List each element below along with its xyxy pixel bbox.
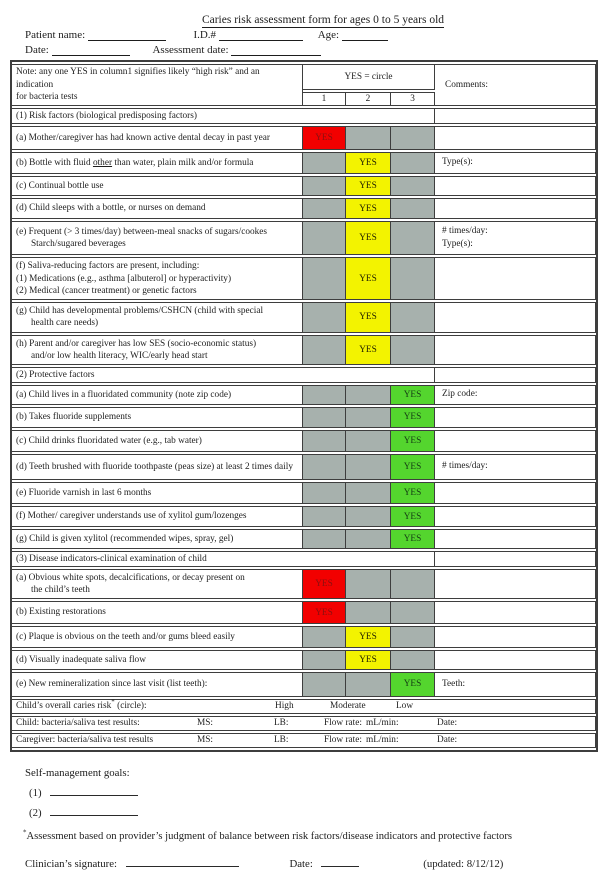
section-row xyxy=(12,108,596,124)
item-label-line: (f) Saliva-reducing factors are present, including: xyxy=(16,261,200,272)
item-label-line: (c) Child drinks fluoridated water (e.g., tab water) xyxy=(16,435,202,446)
item-label-line: (2) Medical (cancer treatment) or genetic factors xyxy=(16,285,197,296)
yes-cell-col2[interactable]: YES xyxy=(346,335,391,366)
table-row xyxy=(12,335,596,366)
yes-cell-col1[interactable]: YES xyxy=(303,569,346,600)
empty-cell-col3 xyxy=(391,198,435,218)
age-input[interactable] xyxy=(342,30,388,41)
empty-cell-col2 xyxy=(346,569,391,600)
updated-label: (updated: 8/12/12) xyxy=(423,857,504,870)
empty-cell-col1 xyxy=(303,407,346,427)
empty-cell-col1 xyxy=(303,335,346,366)
empty-cell-col2 xyxy=(346,454,391,480)
table-row xyxy=(12,257,596,300)
item-label-line: (b) Takes fluoride supplements xyxy=(16,412,132,423)
date-input[interactable] xyxy=(52,45,130,56)
note-cell xyxy=(12,64,303,106)
item-label xyxy=(12,454,303,480)
empty-cell-col3 xyxy=(391,257,435,300)
empty-cell-col3 xyxy=(391,569,435,600)
item-label xyxy=(12,302,303,333)
comment-cell xyxy=(435,198,596,218)
section-label: (1) Risk factors (biological predisposing factors) xyxy=(12,108,435,124)
table-row xyxy=(12,601,596,623)
results-field-label: MS: xyxy=(197,718,214,729)
yes-cell-col3[interactable]: YES xyxy=(391,430,435,452)
empty-cell-col2 xyxy=(346,672,391,696)
empty-cell-col1 xyxy=(303,650,346,670)
table-row xyxy=(12,126,596,150)
table-row xyxy=(12,198,596,218)
overall-risk-cell xyxy=(12,699,596,714)
results-field-label: Date: xyxy=(437,735,458,746)
table-row xyxy=(12,302,596,333)
table-row xyxy=(12,221,596,256)
yes-cell-col3[interactable]: YES xyxy=(391,482,435,504)
item-label xyxy=(12,626,303,648)
overall-risk-label: Child’s overall caries risk* (circle): xyxy=(16,697,147,712)
empty-cell-col1 xyxy=(303,385,346,405)
item-label-line: (d) Child sleeps with a bottle, or nurses on demand xyxy=(16,203,206,214)
comment-label: Type(s): xyxy=(442,157,473,168)
footnote-text: Assessment based on provider’s judgment of balance between risk factors/disease indicators and protective factors xyxy=(26,830,512,842)
empty-cell-col2 xyxy=(346,506,391,526)
empty-cell-col2 xyxy=(346,430,391,452)
table-row xyxy=(12,733,596,748)
results-field-label: mL/min: xyxy=(366,735,399,746)
form-footer xyxy=(25,767,592,870)
comment-label: # times/day: xyxy=(442,461,488,472)
item-label-line: and/or low health literacy, WIC/early head start xyxy=(31,350,208,361)
empty-cell-col3 xyxy=(391,601,435,623)
item-label-line: (d) Visually inadequate saliva flow xyxy=(16,655,146,666)
table-row xyxy=(12,407,596,427)
date-label: Date: xyxy=(25,44,49,56)
empty-cell-col1 xyxy=(303,176,346,196)
assessment-table xyxy=(10,60,598,752)
empty-cell-col1 xyxy=(303,257,346,300)
empty-cell-col1 xyxy=(303,198,346,218)
empty-cell-col1 xyxy=(303,672,346,696)
yes-cell-col3[interactable]: YES xyxy=(391,506,435,526)
note-line1: Note: any one YES in column1 signifies likely “high risk” and an indication xyxy=(16,67,260,90)
empty-cell-col3 xyxy=(391,221,435,256)
item-label-line: (a) Child lives in a fluoridated community (note zip code) xyxy=(16,390,232,401)
yes-circle-header: YES = circle xyxy=(303,64,435,90)
item-label-line: Starch/sugared beverages xyxy=(31,238,126,249)
comment-cell xyxy=(435,551,596,567)
results-label: Caregiver: bacteria/saliva test results xyxy=(16,735,154,746)
comment-cell xyxy=(435,176,596,196)
id-input[interactable] xyxy=(219,30,303,41)
empty-cell-col3 xyxy=(391,626,435,648)
comment-cell xyxy=(435,601,596,623)
empty-cell-col1 xyxy=(303,152,346,174)
empty-cell-col3 xyxy=(391,335,435,366)
comment-cell xyxy=(435,529,596,549)
yes-cell-col2[interactable]: YES xyxy=(346,302,391,333)
comment-label: Teeth: xyxy=(442,678,466,689)
goal-2-input[interactable] xyxy=(50,807,138,816)
item-label xyxy=(12,152,303,174)
item-label xyxy=(12,335,303,366)
empty-cell-col2 xyxy=(346,529,391,549)
results-field-label: Date: xyxy=(437,718,458,729)
table-row xyxy=(12,454,596,480)
empty-cell-col1 xyxy=(303,221,346,256)
comment-label: Type(s): xyxy=(442,238,473,249)
item-label-line: (e) New remineralization since last visit (list teeth): xyxy=(16,679,208,690)
comment-cell xyxy=(435,430,596,452)
risk-option-low[interactable]: Low xyxy=(396,701,414,712)
item-label xyxy=(12,529,303,549)
item-label xyxy=(12,126,303,150)
comment-cell xyxy=(435,126,596,150)
item-label-line: (a) Mother/caregiver has had known active dental decay in past year xyxy=(16,132,271,143)
item-label-line: (f) Mother/ caregiver understands use of xylitol gum/lozenges xyxy=(16,511,247,522)
table-row xyxy=(12,529,596,549)
item-label xyxy=(12,407,303,427)
empty-cell-col1 xyxy=(303,454,346,480)
item-label-line: (c) Plaque is obvious on the teeth and/or gums bleed easily xyxy=(16,631,235,642)
table-row xyxy=(12,650,596,670)
clinician-signature-label: Clinician’s signature: xyxy=(25,857,118,870)
yes-cell-col1[interactable]: YES xyxy=(303,601,346,623)
comment-cell xyxy=(435,367,596,383)
item-label xyxy=(12,672,303,696)
clinician-signature-input[interactable] xyxy=(126,858,239,867)
empty-cell-col1 xyxy=(303,626,346,648)
comment-cell xyxy=(435,335,596,366)
section-label: (3) Disease indicators-clinical examination of child xyxy=(12,551,435,567)
comment-cell[interactable] xyxy=(435,672,596,696)
date-info-row xyxy=(25,44,592,56)
empty-cell-col2 xyxy=(346,482,391,504)
self-management-label: Self-management goals: xyxy=(25,766,130,779)
assessment-footnote xyxy=(23,828,592,842)
item-label xyxy=(12,198,303,218)
comment-cell xyxy=(435,506,596,526)
comment-cell[interactable] xyxy=(435,454,596,480)
patient-name-label: Patient name: xyxy=(25,29,86,41)
column-3-header: 3 xyxy=(391,92,435,106)
item-label-line: (a) Obvious white spots, decalcifications, or decay present on xyxy=(16,572,245,583)
goal-1-input[interactable] xyxy=(50,787,138,796)
empty-cell-col2 xyxy=(346,385,391,405)
comment-cell[interactable] xyxy=(435,385,596,405)
comment-label: # times/day: xyxy=(442,225,488,236)
empty-cell-col1 xyxy=(303,506,346,526)
empty-cell-col3 xyxy=(391,302,435,333)
item-label-line: (h) Parent and/or caregiver has low SES (socio-economic status) xyxy=(16,338,257,349)
item-label-line: (e) Fluoride varnish in last 6 months xyxy=(16,488,152,499)
table-row xyxy=(12,385,596,405)
goal-2-label: (2) xyxy=(29,806,42,819)
item-label-line: (b) Existing restorations xyxy=(16,607,106,618)
yes-cell-col3[interactable]: YES xyxy=(391,454,435,480)
comment-cell[interactable] xyxy=(435,152,596,174)
yes-cell-col3[interactable]: YES xyxy=(391,529,435,549)
results-cell xyxy=(12,733,596,748)
yes-cell-col1[interactable]: YES xyxy=(303,126,346,150)
goal-2-row xyxy=(29,807,592,819)
yes-cell-col2[interactable]: YES xyxy=(346,257,391,300)
empty-cell-col3 xyxy=(391,152,435,174)
table-row xyxy=(12,506,596,526)
yes-cell-col2[interactable]: YES xyxy=(346,152,391,174)
assessment-date-label: Assessment date: xyxy=(152,44,229,56)
clinician-row xyxy=(25,858,592,870)
table-row xyxy=(12,482,596,504)
results-field-label: LB: xyxy=(274,735,289,746)
item-label xyxy=(12,430,303,452)
table-row xyxy=(12,699,596,714)
table-row xyxy=(12,626,596,648)
comment-cell xyxy=(435,569,596,600)
item-label xyxy=(12,650,303,670)
patient-name-input[interactable] xyxy=(88,30,166,41)
empty-cell-col1 xyxy=(303,482,346,504)
item-label xyxy=(12,601,303,623)
yes-cell-col2[interactable]: YES xyxy=(346,221,391,256)
item-label-line: health care needs) xyxy=(31,318,99,329)
section-label: (2) Protective factors xyxy=(12,367,435,383)
results-field-label: Flow rate: xyxy=(324,718,362,729)
comment-cell xyxy=(435,108,596,124)
yes-cell-col2[interactable]: YES xyxy=(346,650,391,670)
item-label-line: (b) Bottle with fluid other than water, plain milk and/or formula xyxy=(16,157,254,168)
form-title xyxy=(8,14,592,26)
comment-cell xyxy=(435,650,596,670)
item-label xyxy=(12,221,303,256)
item-label xyxy=(12,506,303,526)
comment-label: Zip code: xyxy=(442,389,478,400)
results-field-label: MS: xyxy=(197,735,214,746)
item-label xyxy=(12,385,303,405)
comment-cell[interactable] xyxy=(435,221,596,256)
comment-cell xyxy=(435,257,596,300)
item-label-line: (e) Frequent (> 3 times/day) between-meal snacks of sugars/cookes xyxy=(16,226,268,237)
yes-cell-col3[interactable]: YES xyxy=(391,407,435,427)
item-label-line: the child’s teeth xyxy=(31,585,90,596)
results-field-label: Flow rate: xyxy=(324,735,362,746)
empty-cell-col2 xyxy=(346,601,391,623)
item-label xyxy=(12,569,303,600)
item-label-line: (g) Child is given xylitol (recommended wipes, spray, gel) xyxy=(16,533,234,544)
item-label-line: (g) Child has developmental problems/CSHCN (child with special xyxy=(16,306,264,317)
yes-cell-col2[interactable]: YES xyxy=(346,176,391,196)
table-row xyxy=(12,716,596,731)
section-row xyxy=(12,367,596,383)
empty-cell-col2 xyxy=(346,407,391,427)
comments-header: Comments: xyxy=(435,64,596,106)
empty-cell-col3 xyxy=(391,176,435,196)
table-header-row xyxy=(12,64,596,90)
results-label: Child: bacteria/saliva test results: xyxy=(16,718,140,729)
empty-cell-col3 xyxy=(391,126,435,150)
table-row xyxy=(12,569,596,600)
signature-date-label: Date: xyxy=(289,857,313,870)
table-row xyxy=(12,176,596,196)
comment-cell xyxy=(435,626,596,648)
item-label-line: (c) Continual bottle use xyxy=(16,181,104,192)
yes-cell-col3[interactable]: YES xyxy=(391,672,435,696)
empty-cell-col1 xyxy=(303,529,346,549)
item-label xyxy=(12,257,303,300)
signature-date-input[interactable] xyxy=(321,858,359,867)
section-row xyxy=(12,551,596,567)
goal-1-label: (1) xyxy=(29,786,42,799)
empty-cell-col1 xyxy=(303,430,346,452)
goal-1-row xyxy=(29,787,592,799)
form-title-text: Caries risk assessment form for ages 0 to 5 years old xyxy=(201,14,445,26)
risk-option-moderate[interactable]: Moderate xyxy=(330,701,366,712)
table-row xyxy=(12,430,596,452)
empty-cell-col3 xyxy=(391,650,435,670)
results-field-label: mL/min: xyxy=(366,718,399,729)
comment-cell xyxy=(435,302,596,333)
risk-option-high[interactable]: High xyxy=(275,701,294,712)
id-label: I.D.# xyxy=(193,29,217,41)
column-1-header: 1 xyxy=(303,92,346,106)
yes-cell-col2[interactable]: YES xyxy=(346,626,391,648)
item-label-line: (1) Medications (e.g., asthma [albuterol] or hyperactivity) xyxy=(16,273,232,284)
patient-info-row xyxy=(25,29,592,41)
table-row xyxy=(12,672,596,696)
comment-cell xyxy=(435,407,596,427)
age-label: Age: xyxy=(317,29,340,41)
comment-cell xyxy=(435,482,596,504)
item-label xyxy=(12,482,303,504)
results-cell xyxy=(12,716,596,731)
assessment-date-input[interactable] xyxy=(231,45,321,56)
item-label-line: (d) Teeth brushed with fluoride toothpaste (peas size) at least 2 times daily xyxy=(16,461,293,472)
results-field-label: LB: xyxy=(274,718,289,729)
empty-cell-col2 xyxy=(346,126,391,150)
empty-cell-col1 xyxy=(303,302,346,333)
column-2-header: 2 xyxy=(346,92,391,106)
item-label xyxy=(12,176,303,196)
yes-cell-col3[interactable]: YES xyxy=(391,385,435,405)
yes-cell-col2[interactable]: YES xyxy=(346,198,391,218)
footnote-asterisk: * xyxy=(23,828,27,837)
note-line2: for bacteria tests xyxy=(16,92,78,103)
table-row xyxy=(12,152,596,174)
